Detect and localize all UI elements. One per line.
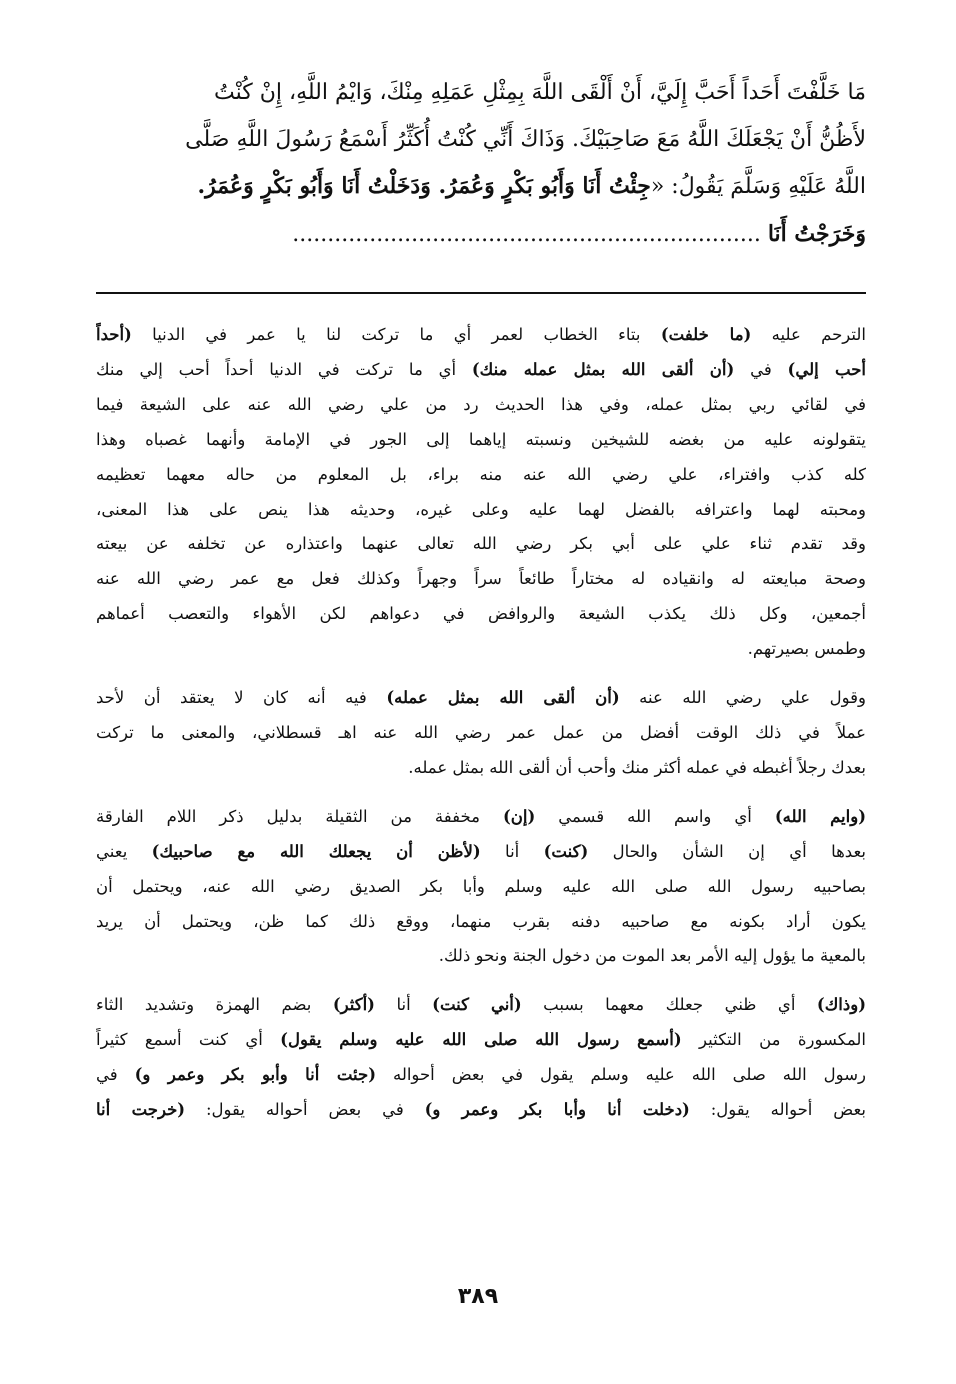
- quoted-phrase: (وايم الله): [774, 806, 866, 826]
- text-run: وقول علي رضي الله عنه: [619, 688, 866, 708]
- text-run: المكسورة من التكثير: [681, 1030, 866, 1050]
- quoted-phrase: (أني كنت): [432, 995, 522, 1015]
- text-run: أنا: [374, 995, 433, 1015]
- quoted-phrase: (أحداً: [96, 325, 132, 344]
- commentary-line: في لقائي ربي بمثل عمله، وفي هذا الحديث رد من علي رضي الله عنه على الشيعة فيما: [96, 394, 866, 414]
- text-run: رسول الله صلى الله عليه وسلم يقول في بعض أحواله: [376, 1065, 866, 1085]
- commentary-line: وصحة مبايعته له وانقياده له مختاراً طائعاً سراً وجهراً وكذلك فعل مع عمر رضي الله عنه: [96, 569, 866, 589]
- hadith-line: [96, 163, 866, 211]
- hadith-text: [96, 70, 866, 258]
- text-run: أي ما تركت في الدنيا أحداً أحب إلي منك: [96, 359, 472, 379]
- quoted-phrase: (جئت أنا وأبو بكر وعمر و): [134, 1065, 377, 1085]
- text-run: فيه أنه كان لا يعتقد أن لأحد: [96, 688, 387, 708]
- quoted-phrase: أحب إلي): [787, 359, 866, 379]
- hadith-quote-bold: جِئْتُ أَنَا وَأَبُو بَكْرٍ وَعُمَرُ. وَدَخَلْتُ أَنَا وَأَبُو بَكْرٍ وَعُمَرُ.: [197, 173, 651, 199]
- text-run: أنا: [480, 841, 544, 861]
- text-run: أي كنت أسمع كثيراً: [96, 1030, 281, 1050]
- commentary-line: [96, 1058, 866, 1093]
- commentary-line: كله كذب وافتراء، علي رضي الله عنه منه براء، بل المعلوم من حاله معهما تعظيمه: [96, 464, 866, 484]
- text-run: الترحم عليه: [751, 325, 866, 344]
- commentary-line: [96, 800, 866, 835]
- hadith-line: لأَظُنُّ أَنْ يَجْعَلَكَ اللَّهُ مَعَ صَاحِبَيْكَ. وَذَاكَ أَنِّي كُنْتُ أُكَثِّرُ أَسْمَعُ رَسُولَ اللَّهِ صَلَّى: [185, 126, 866, 152]
- quoted-phrase: (وذاك): [816, 995, 866, 1015]
- quoted-phrase: (دخلت أنا وأبا بكر وعمر و): [424, 1100, 690, 1120]
- quoted-phrase: (لأظن أن يجعلك الله مع صاحبيك): [151, 841, 481, 861]
- hadith-line: مَا خَلَّفْتَ أَحَداً أَحَبَّ إِلَيَّ، أَنْ أَلْقَى اللَّهَ بِمِثْلِ عَمَلِهِ مِنْكَ، وَايْمُ اللَّهِ، إِنْ كُنْتُ: [214, 80, 866, 105]
- commentary-line: [96, 681, 866, 716]
- text-run: بتاء الخطاب لعمر أي ما تركت لنا يا عمر في الدنيا: [131, 325, 661, 344]
- quoted-phrase: (أن ألقى الله بمثل عمله منك): [471, 359, 735, 379]
- commentary-line: [96, 353, 866, 388]
- commentary-line: ومحبته لهما واعترافه بالفضل لهما عليه وعلى غيره، وحديثه هذا ينص على هذا المعنى،: [96, 499, 866, 519]
- commentary-paragraph: [96, 681, 866, 786]
- commentary-line: [96, 318, 866, 353]
- commentary-line: وطمس بصيرتهم.: [747, 639, 866, 659]
- commentary-paragraph: [96, 318, 866, 667]
- page-number: ٣٨٩: [457, 1284, 499, 1309]
- quoted-phrase: (كنت): [543, 841, 589, 861]
- commentary-line: يكون أراد بكونه مع صاحبيه دفنه بقرب منهما، ووقع ذلك كما ظن، ويحتمل أن يريد: [96, 911, 866, 931]
- text-run: بضم الهمزة وتشديد الثاء: [96, 995, 333, 1015]
- commentary-line: بعدك رجلاً أغبطه في عمله أكثر منك وأحب أن ألقى الله بمثل عمله.: [408, 757, 866, 777]
- hadith-quote-bold: وَخَرَجْتُ أَنَا: [767, 220, 866, 247]
- text-run: في: [734, 359, 788, 379]
- commentary-paragraph: [96, 988, 866, 1128]
- quoted-phrase: (خرجت أنا: [96, 1100, 186, 1120]
- text-run: بعض أحواله يقول:: [689, 1100, 866, 1120]
- commentary-line: [96, 988, 866, 1023]
- commentary-text: [96, 318, 866, 1142]
- hadith-line: [96, 211, 866, 259]
- commentary-line: بالمعية ما يؤول إليه الأمر بعد الموت من دخول الجنة ونحو ذلك.: [438, 946, 866, 966]
- section-divider: [96, 292, 866, 294]
- commentary-paragraph: [96, 800, 866, 975]
- hadith-line-text: اللَّهُ عَلَيْهِ وَسَلَّمَ يَقُولُ: «: [650, 174, 866, 199]
- text-run: يعني: [96, 841, 152, 861]
- quoted-phrase: (ما خلفت): [660, 325, 752, 344]
- text-run: مخففة من الثقيلة بدليل ذكر اللام الفارقة: [96, 806, 503, 826]
- commentary-line: بصاحبيه رسول الله صلى الله عليه وسلم وأبا بكر الصديق رضي الله عنه، ويحتمل أن: [96, 876, 866, 896]
- quoted-phrase: (إن): [502, 806, 536, 826]
- commentary-line: [96, 1093, 866, 1128]
- text-run: بعدها أي إن الشأن والحال: [588, 841, 866, 861]
- quoted-phrase: (أن ألقى الله بمثل عمله): [386, 688, 620, 708]
- quoted-phrase: (أسمع رسول الله صلى الله عليه وسلم يقول): [280, 1030, 682, 1050]
- commentary-line: [96, 1023, 866, 1058]
- text-run: في بعض أحواله يقول:: [185, 1100, 425, 1120]
- ellipsis-dots: ...................................................................: [292, 221, 761, 247]
- quoted-phrase: (أكثر): [332, 995, 375, 1015]
- text-run: في: [96, 1065, 135, 1085]
- text-run: أي واسم الله قسمي: [535, 806, 775, 826]
- text-run: أي ظني جعلك معهما بسبب: [521, 995, 817, 1015]
- commentary-line: عملاً في ذلك الوقت أفضل من عمل عمر رضي الله عنه اهـ قسطلاني، والمعنى ما تركت: [96, 722, 866, 742]
- commentary-line: أجمعين، وكل ذلك يكذب الشيعة والروافض في دعواهم لكن الأهواء والتعصب أعماهم: [96, 604, 866, 624]
- commentary-line: يتقولونه عليه من بغضه للشيخين ونسبته إياهما إلى الجور في الإمامة وأنهما غصباه وهذا: [96, 429, 866, 449]
- commentary-line: وقد تقدم ثناء علي على أبي بكر رضي الله تعالى عنهما واعتذاره عن تخلفه عن بيعته: [96, 534, 866, 554]
- commentary-line: [96, 835, 866, 870]
